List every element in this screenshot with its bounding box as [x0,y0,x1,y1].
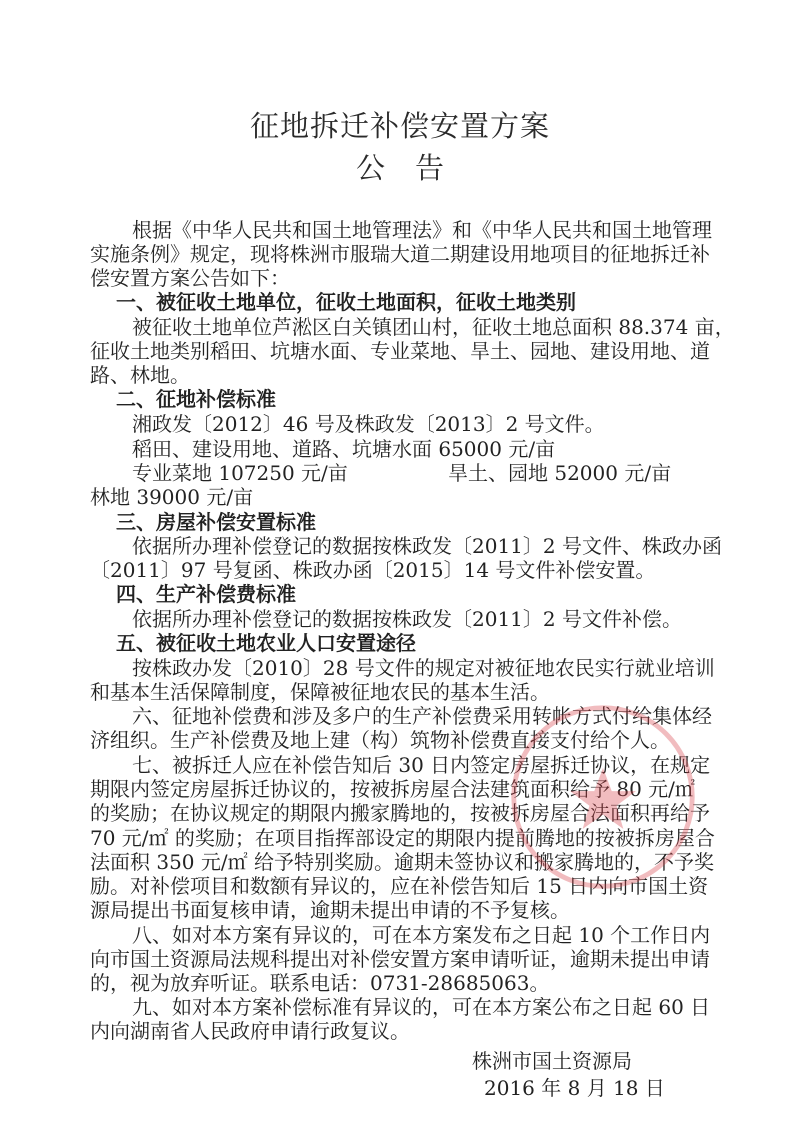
body-line: 六、征地补偿费和涉及多户的生产补偿费采用转帐方式付给集体经 [132,704,712,728]
signature-org: 株洲市国土资源局 [472,1049,632,1073]
body-line: 路、林地。 [90,363,190,387]
body-line: 稻田、建设用地、道路、坑塘水面 65000 元/亩 [132,437,556,461]
body-line: 九、如对本方案补偿标准有异议的，可在本方案公布之日起 60 日 [132,995,711,1019]
document-title: 征地拆迁补偿安置方案 [249,109,550,143]
body-line: 偿安置方案公告如下： [90,266,290,290]
body-line: 依据所办理补偿登记的数据按株政发〔2011〕2 号文件、株政办函 [132,534,722,558]
body-line: 七、被拆迁人应在补偿告知后 30 日内签定房屋拆迁协议，在规定 [132,753,711,777]
body-line: 济组织。生产补偿费及地上建（构）筑物补偿费直接支付给个人。 [90,728,670,752]
body-line: 源局提出书面复核申请，逾期未提出申请的不予复核。 [90,898,570,922]
signature-date: 2016 年 8 月 18 日 [484,1076,665,1100]
document-subtitle: 公告 [355,151,474,185]
body-line: 湘政发〔2012〕46 号及株政发〔2013〕2 号文件。 [132,412,605,436]
body-line: 〔2011〕97 号复函、株政办函〔2015〕14 号文件补偿安置。 [90,558,656,582]
section-heading: 一、被征收土地单位，征收土地面积，征收土地类别 [116,290,576,314]
section-heading: 三、房屋补偿安置标准 [116,510,316,534]
body-line: 法面积 350 元/㎡ 给予特别奖励。逾期未签协议和搬家腾地的，不予奖 [90,850,714,874]
body-line: 依据所办理补偿登记的数据按株政发〔2011〕2 号文件补偿。 [132,607,682,631]
body-line: 根据《中华人民共和国土地管理法》和《中华人民共和国土地管理 [132,218,712,242]
body-line: 和基本生活保障制度，保障被征地农民的基本生活。 [90,680,550,704]
section-heading: 四、生产补偿费标准 [116,582,296,606]
body-line: 的奖励；在协议规定的期限内搬家腾地的，按被拆房屋合法面积再给予 [90,801,710,825]
body-line: 向市国土资源局法规科提出对补偿安置方案申请听证，逾期未提出申请 [90,947,710,971]
body-line: 70 元/㎡ 的奖励；在项目指挥部设定的期限内提前腾地的按被拆房屋合 [90,826,715,850]
body-line: 的，视为放弃听证。联系电话：0731-28685063。 [90,971,550,995]
body-line: 实施条例》规定，现将株洲市服瑞大道二期建设用地项目的征地拆迁补 [90,242,710,266]
body-line: 林地 39000 元/亩 [90,485,254,509]
body-line: 内向湖南省人民政府申请行政复议。 [90,1019,410,1043]
body-line: 旱土、园地 52000 元/亩 [448,461,672,485]
section-heading: 五、被征收土地农业人口安置途径 [116,631,416,655]
official-seal-icon [506,700,700,894]
section-heading: 二、征地补偿标准 [116,387,276,411]
body-line: 期限内签定房屋拆迁协议的，按被拆房屋合法建筑面积给予 80 元/㎡ [90,777,695,801]
body-line: 被征收土地单位芦淞区白关镇团山村，征收土地总面积 88.374 亩， [132,315,735,339]
body-line: 八、如对本方案有异议的，可在本方案发布之日起 10 个工作日内 [132,923,711,947]
body-line: 励。对补偿项目和数额有异议的，应在补偿告知后 15 日内向市国土资 [90,874,709,898]
body-line: 按株政办发〔2010〕28 号文件的规定对被征地农民实行就业培训 [132,656,715,680]
body-line: 征收土地类别稻田、坑塘水面、专业菜地、旱土、园地、建设用地、道 [90,339,710,363]
body-line: 专业菜地 107250 元/亩 [132,461,348,485]
